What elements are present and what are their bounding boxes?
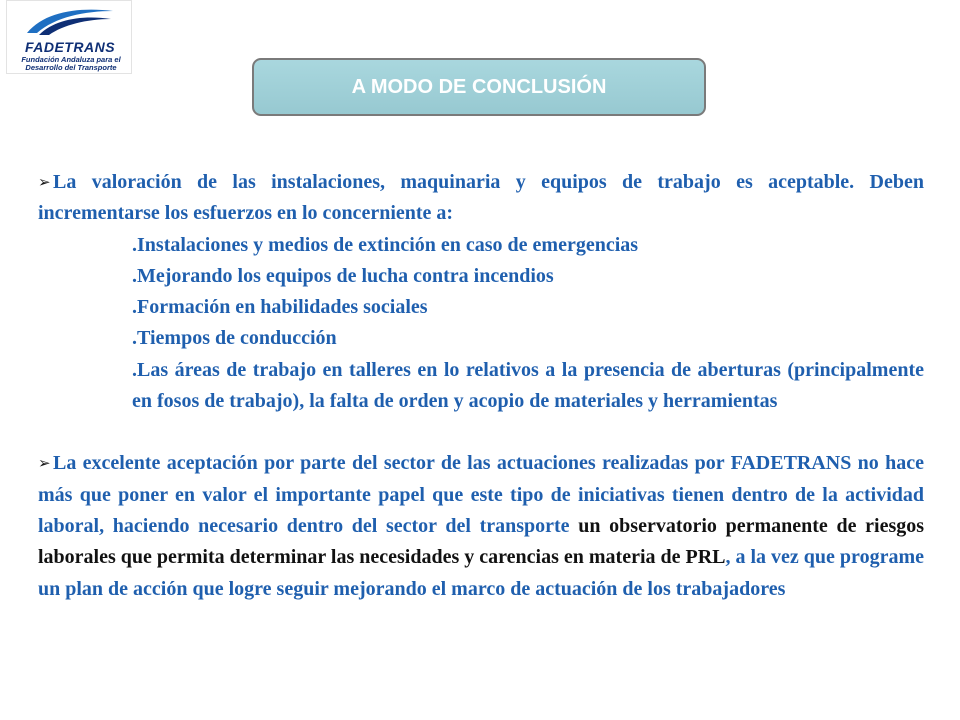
spacer — [38, 417, 924, 448]
logo-subtitle-line1: Fundación Andaluza para el — [21, 55, 121, 64]
logo-subtitle-line2: Desarrollo del Transporte — [25, 63, 117, 72]
sub-item-5: .Las áreas de trabajo en talleres en lo relativos a la presencia de aberturas (principalmente en fosos de trabajo), la falta de orden y acopio de materiales y herramientas — [132, 358, 924, 413]
slide-title: A MODO DE CONCLUSIÓN — [351, 75, 607, 98]
sub-item-1: .Instalaciones y medios de extinción en caso de emergencias — [132, 233, 639, 256]
bullet-1-text: La valoración de las instalaciones, maquinaria y equipos de trabajo es aceptable. Deben incrementarse los esfuerzos en lo concerniente a: — [38, 171, 924, 225]
bullet-2-part3: , a la vez que programe un plan de acción que logre seguir mejorando el marco de actuación de los trabajadores — [38, 546, 924, 600]
arrow-bullet-icon: ➢ — [38, 173, 51, 191]
bullet-2-highlight: un observatorio permanente de riesgos laborales que permita determinar las necesidades y carencias en materia de PRL — [38, 514, 925, 569]
sub-item-4: .Tiempos de conducción — [132, 327, 337, 350]
slide-content — [38, 167, 924, 605]
logo-swoosh-icon — [25, 5, 115, 37]
sub-item-3: .Formación en habilidades sociales — [132, 296, 428, 319]
fadetrans-logo — [6, 0, 132, 74]
arrow-bullet-icon: ➢ — [38, 454, 51, 473]
bullet-2-part1: La excelente aceptación por parte del sector de las actuaciones realizadas por FADETRANS no hace más que poner en valor el importante papel que este tipo de iniciativas tienen dentro de la actividad laboral, haciendo necesario dentro del sector del transporte — [38, 452, 924, 537]
bullet-1 — [38, 167, 924, 230]
sub-item-2: .Mejorando los equipos de lucha contra incendios — [132, 264, 554, 287]
slide-title-box — [252, 58, 706, 116]
logo-name: FADETRANS — [24, 39, 116, 55]
bullet-2 — [38, 448, 924, 604]
